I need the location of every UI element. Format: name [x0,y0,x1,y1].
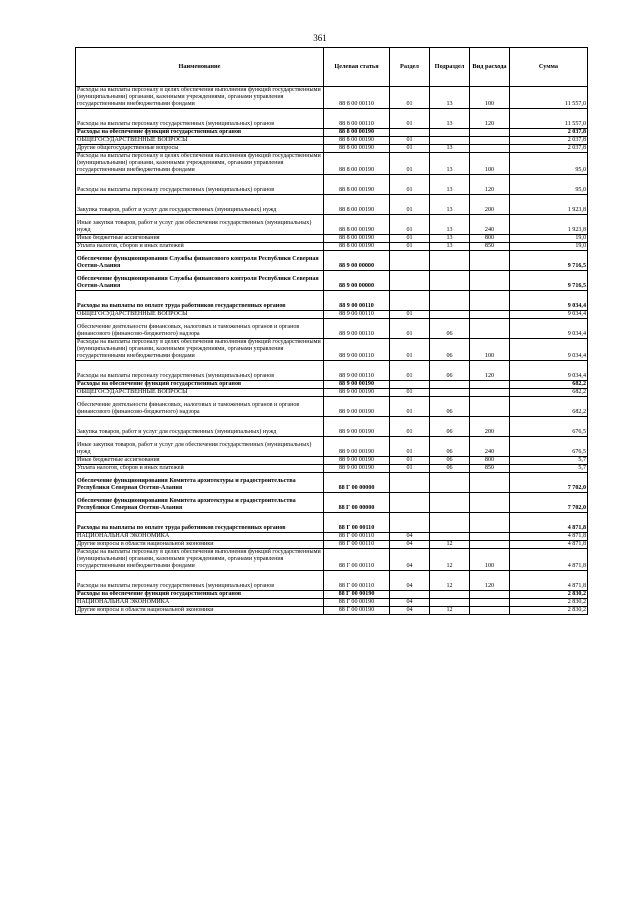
row-section: 04 [390,549,430,571]
row-section: 01 [390,397,430,417]
row-sum: 19,0 [510,243,588,251]
row-expense-type: 800 [470,457,510,465]
row-sum: 2 830,2 [510,599,588,607]
row-target-article: 88 8 00 00190 [324,129,390,137]
row-target-article: 88 9 00 00000 [324,271,390,291]
row-section: 04 [390,599,430,607]
row-subsection: 06 [430,437,470,457]
row-section [390,381,430,389]
table-row [76,437,588,457]
row-name: Расходы на выплаты персоналу государственных (муниципальных) органов [76,175,324,195]
row-expense-type [470,137,510,145]
table-row [76,599,588,607]
row-sum: 2 037,8 [510,137,588,145]
table-row [76,549,588,571]
row-name: Другие вопросы в области национальной экономики [76,541,324,549]
table-row [76,389,588,397]
row-sum: 9 034,4 [510,319,588,339]
row-subsection: 13 [430,215,470,235]
row-expense-type: 120 [470,571,510,591]
table-row [76,129,588,137]
row-section: 01 [390,389,430,397]
row-sum: 9 034,4 [510,311,588,319]
row-subsection: 13 [430,153,470,175]
table-row [76,361,588,381]
row-sum: 682,2 [510,389,588,397]
table-row [76,607,588,615]
row-target-article: 88 9 00 00000 [324,251,390,271]
row-sum: 682,2 [510,381,588,389]
table-row [76,251,588,271]
row-subsection [430,389,470,397]
row-name: Иные бюджетные ассигнования [76,457,324,465]
row-target-article: 88 9 00 00110 [324,291,390,311]
row-expense-type [470,145,510,153]
row-subsection [430,473,470,493]
row-sum: 2 037,8 [510,129,588,137]
row-name: Расходы на обеспечение функций государственных органов [76,129,324,137]
row-section: 01 [390,145,430,153]
row-name: Расходы на выплаты персоналу в целях обеспечения выполнения функций государственными (муниципальными) органами, казенными учреждениями, органами управления государственными внебюджетными фондами [76,153,324,175]
row-sum: 19,0 [510,235,588,243]
row-target-article: 88 9 00 00190 [324,417,390,437]
row-section: 04 [390,571,430,591]
table-row [76,381,588,389]
row-section [390,513,430,533]
row-expense-type [470,541,510,549]
table-row [76,175,588,195]
row-target-article: 88 9 00 00110 [324,319,390,339]
row-section [390,493,430,513]
row-name: Расходы на обеспечение функций государственных органов [76,381,324,389]
row-expense-type [470,271,510,291]
row-target-article: 88 8 00 00190 [324,175,390,195]
row-name: Расходы на выплаты персоналу в целях обеспечения выполнения функций государственными (муниципальными) органами, казенными учреждениями, органами управления государственными внебюджетными фондами [76,87,324,109]
row-section: 01 [390,153,430,175]
table-row [76,591,588,599]
table-row [76,145,588,153]
table-row [76,533,588,541]
row-target-article: 88 9 00 00190 [324,457,390,465]
row-section: 01 [390,339,430,361]
row-name: Иные бюджетные ассигнования [76,235,324,243]
table-row [76,109,588,129]
row-sum: 4 871,8 [510,549,588,571]
row-subsection [430,381,470,389]
row-subsection: 12 [430,571,470,591]
row-subsection [430,599,470,607]
row-name: Обеспечение функционирования Комитета архитектуры и градостроительства Республики Северная Осетия-Алания [76,493,324,513]
row-target-article: 88 8 00 00190 [324,235,390,243]
table-row [76,195,588,215]
table-row [76,215,588,235]
row-name: Обеспечение функционирования Службы финансового контроля Республики Северная Осетия-Алания [76,271,324,291]
row-subsection: 06 [430,465,470,473]
row-subsection: 06 [430,361,470,381]
row-subsection: 13 [430,243,470,251]
row-name: ОБЩЕГОСУДАРСТВЕННЫЕ ВОПРОСЫ [76,389,324,397]
header-expense-type: Вид расхода [470,48,510,87]
row-section: 01 [390,361,430,381]
table-row [76,513,588,533]
row-section [390,291,430,311]
table-row [76,417,588,437]
row-target-article: 88 Г 00 00110 [324,533,390,541]
row-expense-type [470,251,510,271]
row-sum: 7 702,0 [510,473,588,493]
row-sum: 2 830,2 [510,607,588,615]
table-row [76,311,588,319]
row-sum: 4 871,8 [510,571,588,591]
row-expense-type: 850 [470,465,510,473]
row-sum: 4 871,8 [510,513,588,533]
row-sum: 9 716,5 [510,271,588,291]
row-section: 01 [390,109,430,129]
row-sum: 676,5 [510,437,588,457]
row-sum: 11 557,0 [510,87,588,109]
row-target-article: 88 8 00 00190 [324,195,390,215]
row-section: 01 [390,417,430,437]
row-subsection [430,513,470,533]
row-name: Обеспечение функционирования Службы финансового контроля Республики Северная Осетия-Алания [76,251,324,271]
row-expense-type [470,311,510,319]
row-target-article: 88 Г 00 00110 [324,541,390,549]
row-sum: 1 923,8 [510,195,588,215]
row-subsection [430,137,470,145]
row-section: 01 [390,137,430,145]
row-name: ОБЩЕГОСУДАРСТВЕННЫЕ ВОПРОСЫ [76,311,324,319]
row-section [390,591,430,599]
row-section: 01 [390,465,430,473]
row-sum: 1 923,8 [510,215,588,235]
row-section: 01 [390,437,430,457]
row-expense-type [470,389,510,397]
row-target-article: 88 Г 00 00110 [324,549,390,571]
row-section: 01 [390,87,430,109]
row-expense-type: 120 [470,175,510,195]
table-row [76,319,588,339]
row-sum: 5,7 [510,457,588,465]
row-name: Расходы на выплаты по оплате труда работников государственных органов [76,291,324,311]
row-expense-type: 800 [470,235,510,243]
row-expense-type: 240 [470,437,510,457]
table-row [76,243,588,251]
header-target-article: Целевая статья [324,48,390,87]
row-sum: 9 034,4 [510,361,588,381]
row-target-article: 88 8 00 00110 [324,109,390,129]
row-subsection: 06 [430,397,470,417]
row-expense-type: 200 [470,417,510,437]
table-body [76,87,588,615]
table-row [76,291,588,311]
table-row [76,473,588,493]
table-row [76,137,588,145]
row-sum: 4 871,8 [510,541,588,549]
row-name: Обеспечение деятельности финансовых, налоговых и таможенных органов и органов финансового (финансово-бюджетного) надзора [76,319,324,339]
row-expense-type: 240 [470,215,510,235]
table-row [76,87,588,109]
table-row [76,153,588,175]
table-row [76,457,588,465]
row-section [390,129,430,137]
row-subsection [430,291,470,311]
table-row [76,339,588,361]
row-section: 01 [390,243,430,251]
row-subsection [430,129,470,137]
row-expense-type [470,599,510,607]
row-expense-type [470,319,510,339]
row-expense-type [470,381,510,389]
table-row [76,235,588,243]
row-sum: 95,0 [510,175,588,195]
row-subsection [430,493,470,513]
row-subsection [430,533,470,541]
row-target-article: 88 8 00 00190 [324,137,390,145]
header-sum: Сумма [510,48,588,87]
row-target-article: 88 9 00 00110 [324,311,390,319]
row-target-article: 88 Г 00 00190 [324,599,390,607]
header-name: Наименование [76,48,324,87]
row-section: 04 [390,541,430,549]
row-name: Расходы на обеспечение функций государственных органов [76,591,324,599]
row-expense-type: 100 [470,549,510,571]
row-subsection: 13 [430,195,470,215]
row-subsection: 12 [430,549,470,571]
row-target-article: 88 9 00 00110 [324,361,390,381]
row-expense-type [470,513,510,533]
row-target-article: 88 Г 00 00110 [324,513,390,533]
row-sum: 11 557,0 [510,109,588,129]
table-row [76,571,588,591]
row-subsection: 06 [430,319,470,339]
row-expense-type [470,607,510,615]
row-sum: 2 037,8 [510,145,588,153]
row-sum: 9 034,4 [510,291,588,311]
row-name: НАЦИОНАЛЬНАЯ ЭКОНОМИКА [76,533,324,541]
row-section: 04 [390,533,430,541]
row-expense-type: 850 [470,243,510,251]
row-target-article: 88 9 00 00190 [324,389,390,397]
row-sum: 676,5 [510,417,588,437]
row-target-article: 88 8 00 00190 [324,243,390,251]
row-sum: 2 830,2 [510,591,588,599]
row-name: Обеспечение деятельности финансовых, налоговых и таможенных органов и органов финансового (финансово-бюджетного) надзора [76,397,324,417]
row-subsection: 13 [430,175,470,195]
table-row [76,465,588,473]
row-name: Закупка товаров, работ и услуг для государственных (муниципальных) нужд [76,195,324,215]
row-name: Расходы на выплаты персоналу государственных (муниципальных) органов [76,361,324,381]
row-section: 01 [390,175,430,195]
row-section: 04 [390,607,430,615]
page-number: 361 [313,33,327,43]
row-expense-type [470,291,510,311]
row-subsection [430,251,470,271]
row-sum: 4 871,8 [510,533,588,541]
row-section: 01 [390,215,430,235]
row-sum: 7 702,0 [510,493,588,513]
row-name: Уплата налогов, сборов и иных платежей [76,243,324,251]
row-target-article: 88 9 00 00190 [324,465,390,473]
row-name: ОБЩЕГОСУДАРСТВЕННЫЕ ВОПРОСЫ [76,137,324,145]
row-target-article: 88 8 00 00110 [324,87,390,109]
row-expense-type [470,591,510,599]
row-name: Расходы на выплаты персоналу государственных (муниципальных) органов [76,109,324,129]
row-target-article: 88 Г 00 00000 [324,493,390,513]
row-name: Иные закупки товаров, работ и услуг для обеспечения государственных (муниципальных) нужд [76,215,324,235]
row-section: 01 [390,319,430,339]
row-subsection: 12 [430,607,470,615]
row-section: 01 [390,457,430,465]
row-section: 01 [390,311,430,319]
table-row [76,541,588,549]
table-row [76,493,588,513]
header-subsection: Подраздел [430,48,470,87]
row-subsection: 06 [430,457,470,465]
row-subsection: 13 [430,235,470,243]
row-name: Обеспечение функционирования Комитета архитектуры и градостроительства Республики Северная Осетия-Алания [76,473,324,493]
row-name: Другие вопросы в области национальной экономики [76,607,324,615]
row-section [390,473,430,493]
row-section [390,271,430,291]
row-expense-type: 100 [470,153,510,175]
row-target-article: 88 9 00 00110 [324,339,390,361]
table-row [76,271,588,291]
row-target-article: 88 9 00 00190 [324,381,390,389]
row-name: Уплата налогов, сборов и иных платежей [76,465,324,473]
row-expense-type: 120 [470,109,510,129]
row-name: НАЦИОНАЛЬНАЯ ЭКОНОМИКА [76,599,324,607]
row-name: Расходы на выплаты персоналу в целях обеспечения выполнения функций государственными (муниципальными) органами, казенными учреждениями, органами управления государственными внебюджетными фондами [76,549,324,571]
row-subsection: 06 [430,339,470,361]
row-subsection [430,311,470,319]
row-expense-type: 100 [470,339,510,361]
row-expense-type [470,493,510,513]
row-target-article: 88 9 00 00190 [324,397,390,417]
row-expense-type [470,129,510,137]
row-name: Другие общегосударственные вопросы [76,145,324,153]
row-section: 01 [390,195,430,215]
budget-table [75,47,588,615]
row-subsection: 12 [430,541,470,549]
row-sum: 682,2 [510,397,588,417]
row-target-article: 88 8 00 00190 [324,153,390,175]
row-target-article: 88 Г 00 00190 [324,607,390,615]
header-section: Раздел [390,48,430,87]
row-target-article: 88 8 00 00190 [324,215,390,235]
row-sum: 95,0 [510,153,588,175]
row-name: Закупка товаров, работ и услуг для государственных (муниципальных) нужд [76,417,324,437]
row-expense-type [470,533,510,541]
row-subsection: 13 [430,87,470,109]
row-subsection: 13 [430,109,470,129]
row-expense-type [470,397,510,417]
row-subsection: 13 [430,145,470,153]
row-section: 01 [390,235,430,243]
row-expense-type: 100 [470,87,510,109]
row-target-article: 88 Г 00 00110 [324,571,390,591]
row-sum: 9 034,4 [510,339,588,361]
row-target-article: 88 8 00 00190 [324,145,390,153]
row-expense-type: 200 [470,195,510,215]
row-name: Расходы на выплаты по оплате труда работников государственных органов [76,513,324,533]
table-header-row [76,48,588,87]
row-name: Расходы на выплаты персоналу государственных (муниципальных) органов [76,571,324,591]
row-expense-type: 120 [470,361,510,381]
table-row [76,397,588,417]
row-sum: 9 716,5 [510,251,588,271]
row-sum: 5,7 [510,465,588,473]
row-name: Расходы на выплаты персоналу в целях обеспечения выполнения функций государственными (муниципальными) органами, казенными учреждениями, органами управления государственными внебюджетными фондами [76,339,324,361]
row-target-article: 88 Г 00 00000 [324,473,390,493]
row-section [390,251,430,271]
row-expense-type [470,473,510,493]
row-target-article: 88 Г 00 00190 [324,591,390,599]
row-subsection [430,271,470,291]
row-subsection: 06 [430,417,470,437]
row-name: Иные закупки товаров, работ и услуг для обеспечения государственных (муниципальных) нужд [76,437,324,457]
row-target-article: 88 9 00 00190 [324,437,390,457]
row-subsection [430,591,470,599]
